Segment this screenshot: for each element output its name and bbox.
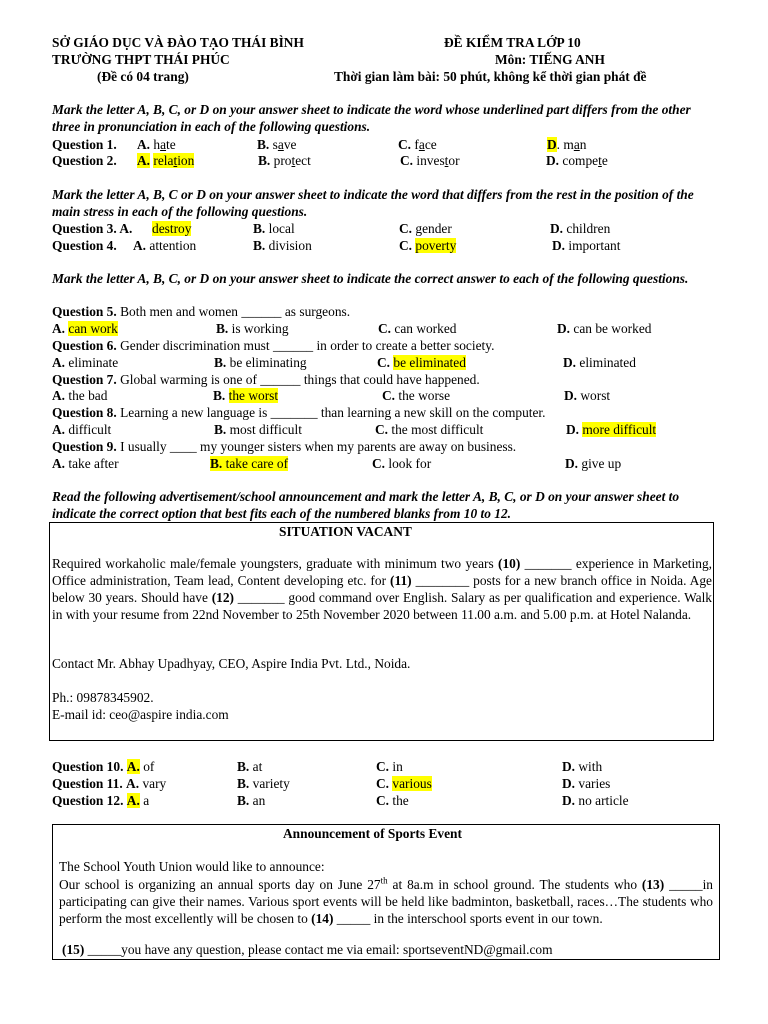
q5-option-a: A. can work — [52, 321, 118, 336]
question-5: Question 5. Both men and women ______ as surgeons. — [52, 304, 351, 319]
q7-option-c: C. the worse — [382, 388, 451, 403]
q5-option-b: B. is working — [216, 321, 289, 336]
q6-option-b: B. be eliminating — [214, 355, 307, 370]
q9-option-d: D. give up — [565, 456, 622, 471]
q6-option-c: C. be eliminated — [377, 355, 466, 370]
q10-option-b: B. at — [237, 759, 263, 774]
sports-announcement-intro: The School Youth Union would like to announce: — [59, 859, 325, 874]
q6-option-a: A. eliminate — [52, 355, 119, 370]
q2-option-b: B. protect — [258, 153, 311, 168]
q1-option-d: D. man — [547, 137, 587, 152]
question-10: Question 10. A. of — [52, 759, 155, 774]
q11-option-b: B. variety — [237, 776, 290, 791]
question-6: Question 6. Gender discrimination must ______ in order to create a better society. — [52, 338, 495, 353]
q8-option-a: A. difficult — [52, 422, 112, 437]
q3-option-b: B. local — [253, 221, 295, 236]
question-8: Question 8. Learning a new language is _______ than learning a new skill on the computer. — [52, 405, 546, 420]
question-12: Question 12. A. a — [52, 793, 150, 808]
q8-option-d: D. more difficult — [566, 422, 657, 437]
advertisement-contact: Contact Mr. Abhay Upadhyay, CEO, Aspire India Pvt. Ltd., Noida. — [52, 656, 411, 671]
question-11: Question 11. A. vary — [52, 776, 167, 791]
q9-option-a: A. take after — [52, 456, 119, 471]
question-7: Question 7. Global warming is one of ______ things that could have happened. — [52, 372, 480, 387]
reading-instruction: Read the following advertisement/school announcement and mark the letter A, B, C, or D on your answer sheet to indicate the correct option that best fits each of the numbered blanks from 10 to 12. — [52, 489, 680, 521]
grammar-instruction: Mark the letter A, B, C, or D on your answer sheet to indicate the correct answer to each of the following questions. — [52, 271, 689, 286]
q5-option-d: D. can be worked — [557, 321, 652, 336]
school-department: SỞ GIÁO DỤC VÀ ĐÀO TẠO THÁI BÌNH — [52, 35, 304, 50]
q2-option-c: C. investor — [400, 153, 460, 168]
exam-title: ĐỀ KIỂM TRA LỚP 10 — [444, 35, 581, 50]
advertisement-email: E-mail id: ceo@aspire india.com — [52, 707, 229, 722]
q7-option-b: B. the worst — [213, 388, 279, 403]
q10-option-c: C. in — [376, 759, 403, 774]
q4-option-a: A. attention — [133, 238, 197, 253]
q7-option-a: A. the bad — [52, 388, 108, 403]
sports-announcement-box — [52, 824, 720, 960]
q6-option-d: D. eliminated — [563, 355, 636, 370]
q3-option-c: C. gender — [399, 221, 452, 236]
q9-option-c: C. look for — [372, 456, 432, 471]
q1-option-b: B. save — [257, 137, 297, 152]
question-1 — [52, 137, 117, 153]
q3-option-d: D. children — [550, 221, 611, 236]
advertisement-box — [49, 522, 714, 741]
q3-option-a: destroy — [152, 221, 192, 236]
q2-option-a: A. relation — [137, 153, 195, 168]
question-9: Question 9. I usually ____ my younger sisters when my parents are away on business. — [52, 439, 517, 454]
q4-option-c: C. poverty — [399, 238, 457, 253]
sports-announcement-contact: (15) _____you have any question, please contact me via email: sportseventND@gmail.com — [62, 942, 553, 957]
question-4: Question 4. — [52, 238, 117, 253]
q12-option-d: D. no article — [562, 793, 629, 808]
q5-option-c: C. can worked — [378, 321, 457, 336]
school-name: TRƯỜNG THPT THÁI PHÚC — [52, 52, 230, 67]
q4-option-d: D. important — [552, 238, 621, 253]
q1-option-c: C. face — [398, 137, 437, 152]
advertisement-title: SITUATION VACANT — [279, 524, 412, 539]
q12-option-c: C. the — [376, 793, 409, 808]
q8-option-b: B. most difficult — [214, 422, 302, 437]
q1-option-a: A. hate — [137, 137, 176, 152]
q10-option-d: D. with — [562, 759, 603, 774]
question-2: Question 2. — [52, 153, 117, 168]
q11-option-d: D. varies — [562, 776, 611, 791]
advertisement-body: Required workaholic male/female youngsters, graduate with minimum two years (10) _______ experience in Marketing, Office administration, Team lead, Content developing etc. for (11) ________ posts for a new branch office in Noida. Age below 30 years. Should have (12) _______ good command over English. Salary as per qualification and experience. Walk in with your resume from 22nd November to 25th November 2020 between 11.00 a.m. and 5.00 p.m. at Hotel Nalanda. — [52, 556, 712, 622]
q12-option-b: B. an — [237, 793, 266, 808]
q7-option-d: D. worst — [564, 388, 611, 403]
page-count: (Đề có 04 trang) — [97, 69, 189, 84]
subject: Môn: TIẾNG ANH — [495, 52, 605, 67]
q11-option-c: C. various — [376, 776, 432, 791]
pronunciation-instruction: Mark the letter A, B, C, or D on your answer sheet to indicate the word whose underlined part differs from the other three in pronunciation in each of the following questions. — [52, 102, 691, 134]
stress-instruction: Mark the letter A, B, C or D on your answer sheet to indicate the word that differs from the rest in the position of the main stress in each of the following questions. — [52, 187, 694, 219]
question-label: Question 1. — [52, 137, 117, 152]
q2-option-d: D. compete — [546, 153, 608, 168]
time-allowed: Thời gian làm bài: 50 phút, không kể thời gian phát đề — [334, 69, 647, 84]
sports-announcement-body: Our school is organizing an annual sports day on June 27th at 8a.m in school ground. The students who (13) _____in participating can give their names. Various sport events will be held like badminton, basketball, races…The students who perform the most excellently will be chosen to (14) _____ in the interschool sports event in our town. — [59, 875, 714, 926]
sports-announcement-title: Announcement of Sports Event — [283, 826, 462, 841]
advertisement-phone: Ph.: 09878345902. — [52, 690, 154, 705]
q9-option-b: B. take care of — [210, 456, 289, 471]
q4-option-b: B. division — [253, 238, 312, 253]
question-3: Question 3. A. — [52, 221, 133, 236]
q8-option-c: C. the most difficult — [375, 422, 484, 437]
